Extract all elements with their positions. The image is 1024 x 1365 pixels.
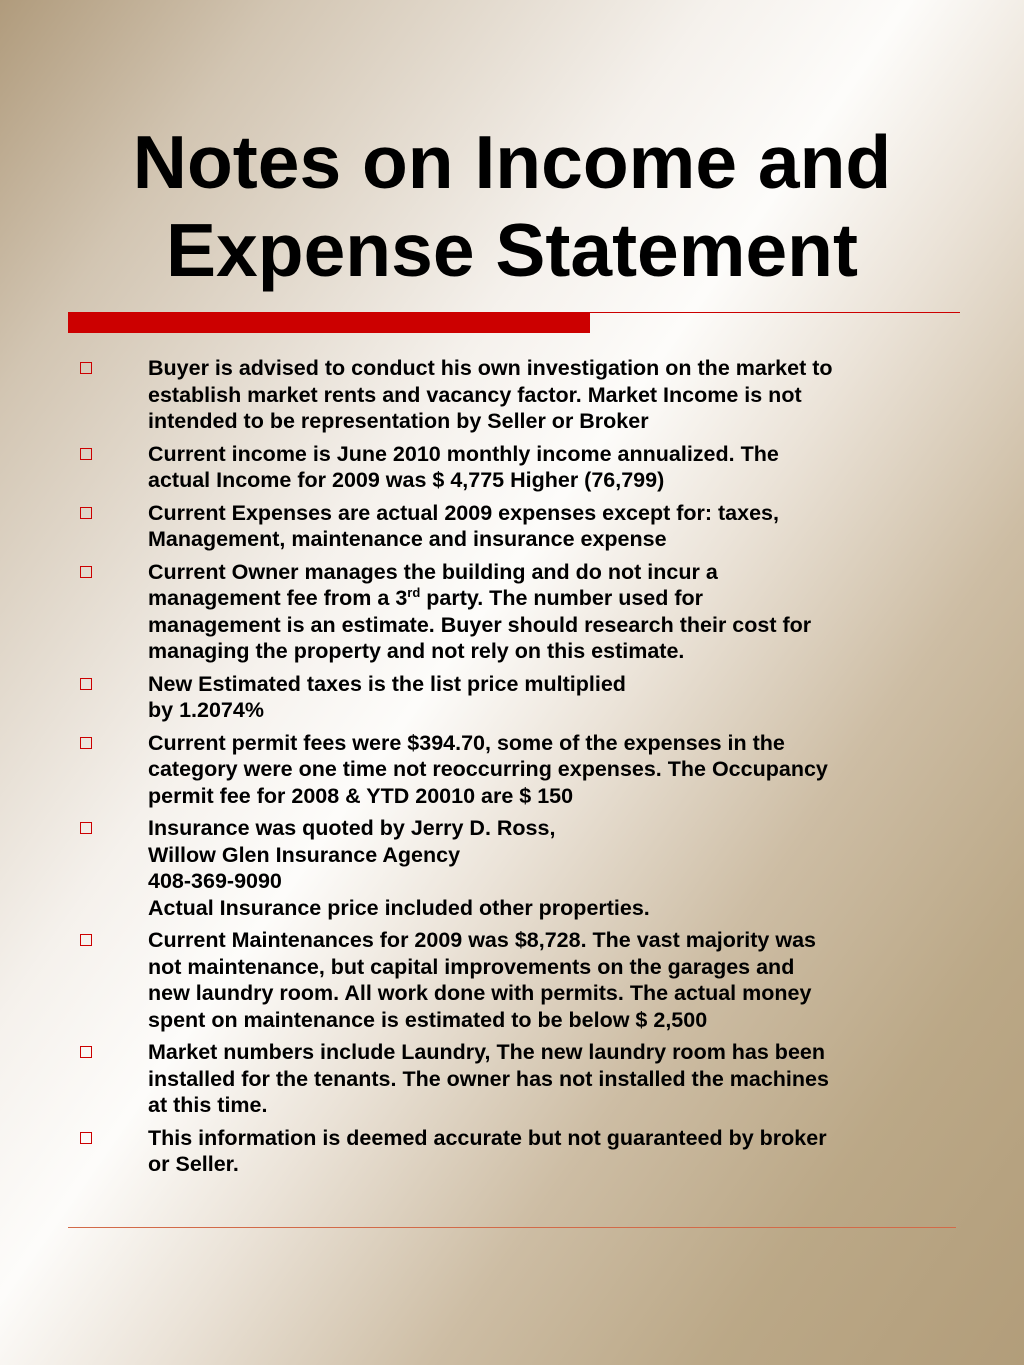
- square-bullet-icon: [80, 1132, 92, 1144]
- note-item-current-income: [78, 441, 948, 494]
- footer-divider: [68, 1227, 956, 1228]
- note-line: managing the property and not rely on this estimate.: [148, 639, 685, 663]
- slide-title: [0, 118, 1024, 294]
- note-item-management-fee: [78, 559, 948, 665]
- note-item-market-investigation: [78, 355, 948, 435]
- ordinal-superscript: rd: [407, 585, 421, 600]
- square-bullet-icon: [80, 737, 92, 749]
- square-bullet-icon: [80, 507, 92, 519]
- square-bullet-icon: [80, 566, 92, 578]
- note-line: category were one time not reoccurring expenses. The Occupancy: [148, 757, 828, 781]
- note-line: Insurance was quoted by Jerry D. Ross,: [148, 816, 556, 840]
- note-line: Current Maintenances for 2009 was $8,728. The vast majority was: [148, 928, 816, 952]
- title-divider-thick: [68, 312, 590, 333]
- notes-list: [78, 355, 948, 1184]
- note-line: intended to be representation by Seller or Broker: [148, 409, 649, 433]
- note-line: by 1.2074%: [148, 698, 264, 722]
- note-line: Market numbers include Laundry, The new laundry room has been: [148, 1040, 825, 1064]
- square-bullet-icon: [80, 934, 92, 946]
- note-item-insurance: [78, 815, 948, 921]
- note-line: 408-369-9090: [148, 869, 282, 893]
- note-line: at this time.: [148, 1093, 268, 1117]
- note-item-disclaimer: [78, 1125, 948, 1178]
- note-line: Current permit fees were $394.70, some of the expenses in the: [148, 730, 785, 755]
- note-line: management is an estimate. Buyer should research their cost for: [148, 612, 812, 637]
- note-item-estimated-taxes: [78, 671, 948, 724]
- note-line: Buyer is advised to conduct his own investigation on the market to: [148, 356, 833, 380]
- note-item-current-expenses: [78, 500, 948, 553]
- square-bullet-icon: [80, 822, 92, 834]
- square-bullet-icon: [80, 1046, 92, 1058]
- note-text: party. The number used for: [420, 586, 704, 610]
- slide-title-line-2: Expense Statement: [166, 208, 858, 292]
- note-line: permit fee for 2008 & YTD 20010 are $ 150: [148, 783, 574, 808]
- square-bullet-icon: [80, 678, 92, 690]
- note-line-with-superscript: [148, 585, 948, 612]
- note-line: Management, maintenance and insurance expense: [148, 527, 667, 551]
- slide-title-line-1: Notes on Income and: [132, 120, 892, 204]
- note-line: This information is deemed accurate but not guaranteed by broker: [148, 1125, 827, 1150]
- note-line: or Seller.: [148, 1152, 239, 1176]
- square-bullet-icon: [80, 448, 92, 460]
- note-line: Actual Insurance price included other properties.: [148, 895, 650, 920]
- note-item-maintenance: [78, 927, 948, 1033]
- square-bullet-icon: [80, 362, 92, 374]
- note-line: Willow Glen Insurance Agency: [148, 842, 461, 867]
- note-item-permit-fees: [78, 730, 948, 810]
- note-line: not maintenance, but capital improvements on the garages and: [148, 954, 795, 979]
- note-line: New Estimated taxes is the list price multiplied: [148, 671, 626, 696]
- note-line: actual Income for 2009 was $ 4,775 Higher (76,799): [148, 468, 665, 492]
- note-line: Current income is June 2010 monthly income annualized. The: [148, 441, 779, 466]
- note-text: management fee from a 3: [148, 586, 408, 610]
- note-line: installed for the tenants. The owner has not installed the machines: [148, 1066, 829, 1091]
- note-line: establish market rents and vacancy factor. Market Income is not: [148, 382, 802, 407]
- note-item-laundry: [78, 1039, 948, 1119]
- note-line: Current Owner manages the building and do not incur a: [148, 559, 718, 584]
- note-line: Current Expenses are actual 2009 expenses except for: taxes,: [148, 500, 779, 525]
- note-line: spent on maintenance is estimated to be below $ 2,500: [148, 1007, 708, 1032]
- title-divider-thin: [590, 312, 960, 313]
- note-line: new laundry room. All work done with permits. The actual money: [148, 981, 812, 1005]
